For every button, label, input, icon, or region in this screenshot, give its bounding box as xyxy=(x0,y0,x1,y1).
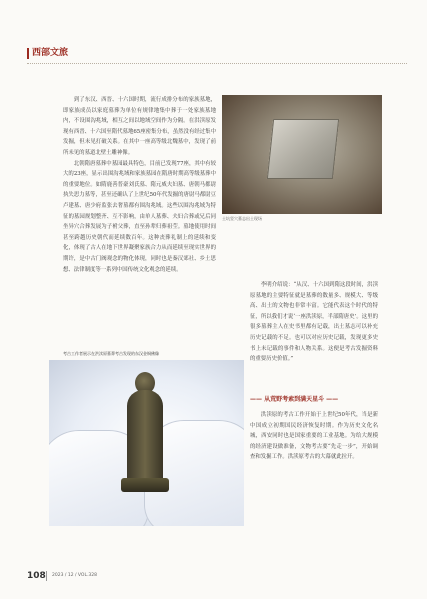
left-paragraph-2: 北朝隋唐墓葬中墓园最具特色，目前已发现77座，其中有较大的23座，显示出围沟兆域和家族墓园在隋唐时期高等级墓葬中的重要地位。如隋鹿善普豪刘氏墓、隋元威夫妇墓、唐朝马都尉执失思力墓等，甚至还确认了上世纪50年代发掘的唐尉马都尉豆卢建墓、唐少府监张去奢墓都有围沟兆域。这些以围沟兆域为特征的墓园规划整齐、互不影响，由单人墓葬、夫妇合葬或兄后同坐异穴合葬发展为子袝父葬，直至孙辈归葬祖茔。墓地使用时间甚至跨越历史朝代而延续数百年。这种丧葬礼制上的延续和变化，体现了古人在地下世界凝聚家族合力从而延续至现实世界的期许，是中古门阀观念的物化体现，同时也是秦汉郊社、乡土思想、法律制度等一系列中国传统文化观念的延续。 xyxy=(63,160,216,273)
tomb-excavation-photo xyxy=(222,95,382,214)
article-right-column-2 xyxy=(250,410,378,463)
article-right-column xyxy=(250,280,378,365)
photo1-caption: 土坑竖穴墓志出土现场 xyxy=(222,216,262,221)
issue-info: 2023 / 12 / VOL.328 xyxy=(52,573,97,578)
buddha-body xyxy=(127,390,163,486)
section-tag: 西部文旅 xyxy=(27,48,68,59)
header-rule xyxy=(27,63,407,64)
buddha-statue-photo xyxy=(49,360,244,526)
photo2-caption: 考古工作者展示在洪渎原墓葬考古发现的东汉金铜佛像 xyxy=(63,351,159,356)
buddha-base xyxy=(121,478,169,492)
left-paragraph-1: 到了东汉、西晋、十六国时期，流行成排分布的家族墓地，即家族成员以家庭墓葬为单位有规律地集中葬于一处家族墓地内，不设围沟兆域，相互之间以地域空间作为分隔。在洪渎原发现有西晋、十六国至隋代墓地65座密集分布，虽然没有经过集中发掘，但未见打破关系。在其中一座高等级北魏墓中，发现了前所未见的墓道北壁土雕神像。 xyxy=(63,97,216,156)
article-left-column xyxy=(63,95,216,275)
footer-divider xyxy=(46,571,47,581)
right-paragraph-1: 李明介绍说：“从汉、十六国到隋这段时间，洪渎原墓地的主要特征就是墓葬的数量多、规模大、等级高、出土的文物也非常丰富。它能代表这个时代的特征，所以我们才说‘一座洪渎原，半部隋唐史’。这里的很多墓葬主人在史书里都有记载，出土墓志可以补充历史记载的不足。也可以对应历史记载，发现更多史书上未记载的事件和人物关系。这便是考古发掘资料的重要历史价值。” xyxy=(250,282,378,363)
epitaph-stone xyxy=(267,119,339,179)
section-subheading: —— 从荒野考索到满天星斗 —— xyxy=(250,396,339,403)
page-number: 108 xyxy=(27,571,46,581)
right-paragraph-2: 洪渎原的考古工作开始于上世纪50年代，当是新中国成立初期国民经济恢复时期。作为历史文化名城，西安同时也是国家重要的工业基地。为给大规模的经济建设做准备，文物考古要“先走一步”，开始调查和发掘工作。洪渎原考古的大幕就此拉开。 xyxy=(250,412,378,461)
